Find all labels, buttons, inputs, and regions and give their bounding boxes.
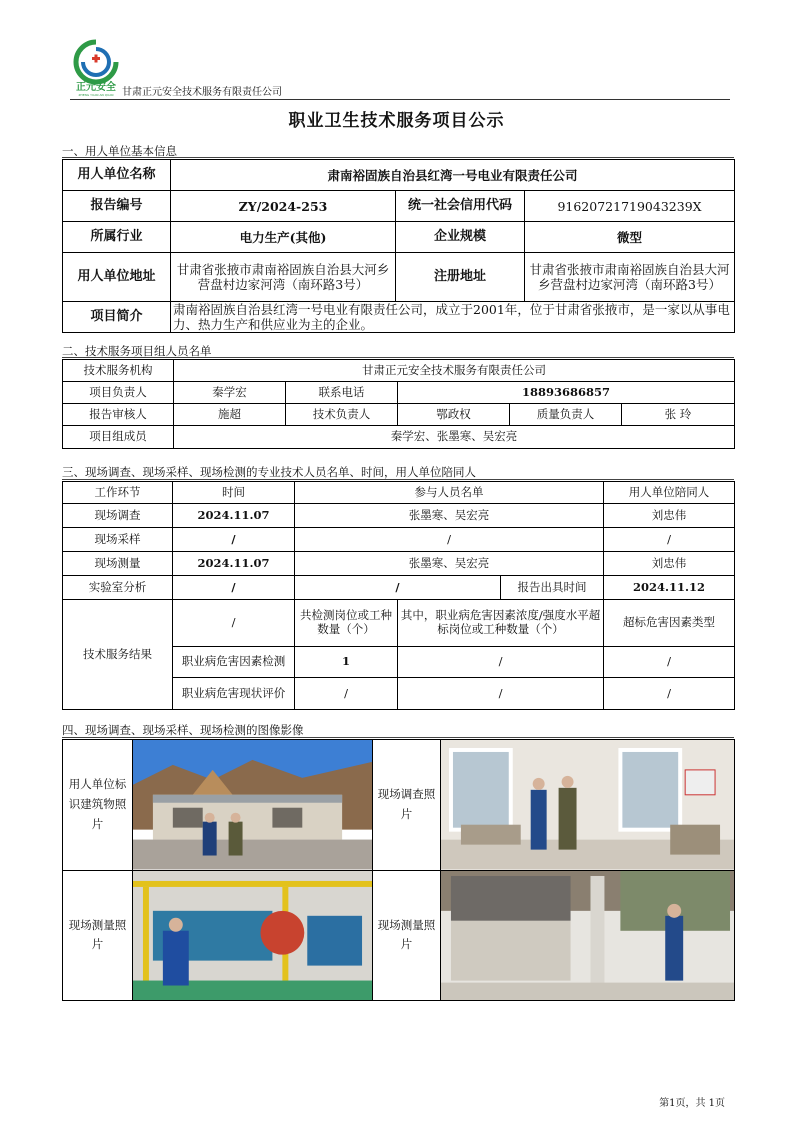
lab-time: / — [173, 576, 295, 600]
photo1-label: 用人单位标识建筑物照片 — [63, 740, 133, 871]
result-head-exceed: 其中，职业病危害因素浓度/强度水平超标岗位或工种数量（个） — [398, 600, 604, 647]
measure-photo-2 — [441, 870, 735, 1001]
section1-heading: 一、用人单位基本信息 — [62, 144, 177, 158]
result-row1-factor: / — [604, 647, 735, 678]
header-divider — [70, 99, 730, 100]
field-work-table — [62, 481, 735, 710]
lab-label: 实验室分析 — [63, 576, 173, 600]
col-time: 时间 — [173, 482, 295, 504]
result-row2-count: / — [295, 678, 398, 710]
phone-value: 18893686857 — [398, 382, 735, 404]
section3-divider — [62, 479, 734, 480]
measure-photo-1-image — [133, 871, 372, 1000]
section3-heading: 三、现场调查、现场采样、现场检测的专业技术人员名单、时间，用人单位陪同人 — [62, 465, 476, 479]
company-logo — [70, 38, 122, 98]
stage-time: / — [173, 528, 295, 552]
result-label: 技术服务结果 — [63, 600, 173, 710]
photo-table — [62, 739, 735, 1001]
org-value: 甘肃正元安全技术服务有限责任公司 — [174, 360, 735, 382]
stage-escort: 刘忠伟 — [604, 504, 735, 528]
address-value: 甘肃省张掖市肃南裕固族自治县大河乡营盘村边家河湾（南环路3号） — [171, 253, 396, 302]
address-label: 用人单位地址 — [63, 253, 171, 302]
stage-people: / — [295, 528, 604, 552]
lab-people: / — [295, 576, 501, 600]
quality-value: 张 玲 — [622, 404, 735, 426]
industry-label: 所属行业 — [63, 222, 171, 253]
stage-label: 现场采样 — [63, 528, 173, 552]
stage-label: 现场测量 — [63, 552, 173, 576]
members-label: 项目组成员 — [63, 426, 174, 449]
result-row2-factor: / — [604, 678, 735, 710]
stage-escort: / — [604, 528, 735, 552]
unit-name-label: 用人单位名称 — [63, 160, 171, 191]
company-name: 甘肃正元安全技术服务有限责任公司 — [122, 87, 282, 98]
stage-people: 张墨寒、吴宏亮 — [295, 552, 604, 576]
result-head-slash: / — [173, 600, 295, 647]
org-label: 技术服务机构 — [63, 360, 174, 382]
page-header — [70, 38, 730, 98]
report-no-value: ZY/2024-253 — [171, 191, 396, 222]
credit-code-value: 91620721719043239X — [525, 191, 735, 222]
unit-name-value: 肃南裕固族自治县红湾一号电业有限责任公司 — [171, 160, 735, 191]
survey-photo — [441, 740, 735, 871]
section2-heading: 二、技术服务项目组人员名单 — [62, 344, 212, 358]
leader-value: 秦学宏 — [174, 382, 286, 404]
reviewer-label: 报告审核人 — [63, 404, 174, 426]
page-number: 第1页，共 1页 — [659, 1098, 725, 1109]
col-people: 参与人员名单 — [295, 482, 604, 504]
stage-people: 张墨寒、吴宏亮 — [295, 504, 604, 528]
team-table — [62, 359, 735, 449]
industry-value: 电力生产(其他) — [171, 222, 396, 253]
logo-subtext: ZHENG YUAN AN QUAN — [78, 93, 114, 97]
section1-divider — [62, 157, 734, 158]
survey-photo-image — [441, 740, 734, 870]
reg-address-label: 注册地址 — [396, 253, 525, 302]
result-head-count: 共检测岗位或工种数量（个） — [295, 600, 398, 647]
scale-label: 企业规模 — [396, 222, 525, 253]
unit-info-table — [62, 159, 735, 333]
reg-address-value: 甘肃省张掖市肃南裕固族自治县大河乡营盘村边家河湾（南环路3号） — [525, 253, 735, 302]
photo3-label: 现场测量照片 — [63, 870, 133, 1001]
section4-heading: 四、现场调查、现场采样、现场检测的图像影像 — [62, 723, 304, 737]
members-value: 秦学宏、张墨寒、吴宏亮 — [174, 426, 735, 449]
intro-value: 肃南裕固族自治县红湾一号电业有限责任公司，成立于2001年，位于甘肃省张掖市，是一家以从事电力、热力生产和供应业为主的企业。 — [171, 302, 735, 333]
result-row1-label: 职业病危害因素检测 — [173, 647, 295, 678]
tech-label: 技术负责人 — [286, 404, 398, 426]
phone-label: 联系电话 — [286, 382, 398, 404]
measure-photo-1 — [133, 870, 373, 1001]
tech-value: 鄂政权 — [398, 404, 510, 426]
section2-divider — [62, 357, 734, 358]
scale-value: 微型 — [525, 222, 735, 253]
photo2-label: 现场调查照片 — [373, 740, 441, 871]
credit-code-label: 统一社会信用代码 — [396, 191, 525, 222]
quality-label: 质量负责人 — [510, 404, 622, 426]
report-date-label: 报告出具时间 — [501, 576, 604, 600]
result-row2-exceed: / — [398, 678, 604, 710]
result-row2-label: 职业病危害现状评价 — [173, 678, 295, 710]
stage-label: 现场调查 — [63, 504, 173, 528]
leader-label: 项目负责人 — [63, 382, 174, 404]
report-date-value: 2024.11.12 — [604, 576, 735, 600]
logo-text: 正元安全 — [76, 82, 116, 93]
col-escort: 用人单位陪同人 — [604, 482, 735, 504]
stage-time: 2024.11.07 — [173, 504, 295, 528]
result-row1-count: 1 — [295, 647, 398, 678]
measure-photo-2-image — [441, 871, 734, 1001]
reviewer-value: 施超 — [174, 404, 286, 426]
col-stage: 工作环节 — [63, 482, 173, 504]
page-title: 职业卫生技术服务项目公示 — [288, 111, 505, 131]
report-no-label: 报告编号 — [63, 191, 171, 222]
section4-divider — [62, 737, 734, 738]
result-head-factor: 超标危害因素类型 — [604, 600, 735, 647]
stage-time: 2024.11.07 — [173, 552, 295, 576]
intro-label: 项目简介 — [63, 302, 171, 333]
stage-escort: 刘忠伟 — [604, 552, 735, 576]
building-photo — [133, 740, 373, 871]
building-photo-image — [133, 740, 372, 869]
result-row1-exceed: / — [398, 647, 604, 678]
photo4-label: 现场测量照片 — [373, 870, 441, 1001]
